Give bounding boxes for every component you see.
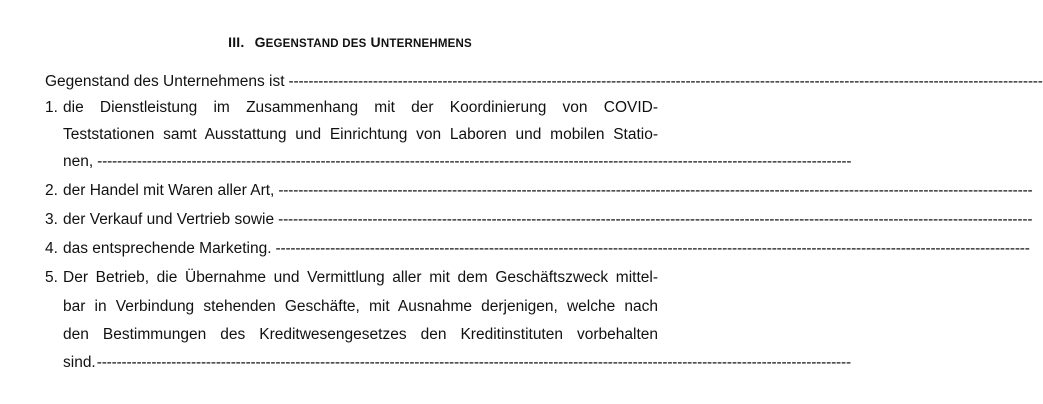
item-2-text: der Handel mit Waren aller Art, <box>63 182 275 199</box>
dash-leader: -------------------------------------------------------------------------------------------------------------------------------------------------------- <box>278 211 1033 228</box>
dash-leader: -------------------------------------------------------------------------------------------------------------------------------------------------------- <box>96 354 851 371</box>
dash-leader: -------------------------------------------------------------------------------------------------------------------------------------------------------- <box>278 182 1033 199</box>
section-title-initial-1: G <box>254 34 266 50</box>
item-1-number: 1. <box>45 99 58 116</box>
item-5-line-4-text: sind. <box>63 354 96 371</box>
item-4-line <box>63 239 1030 259</box>
item-4-number: 4. <box>45 240 58 257</box>
dash-leader: -------------------------------------------------------------------------------------------------------------------------------------------------------- <box>288 73 1043 90</box>
item-1-line-3-text: nen, <box>63 153 94 170</box>
dash-leader: -------------------------------------------------------------------------------------------------------------------------------------------------------- <box>97 153 852 170</box>
item-3-line <box>63 210 1033 230</box>
item-5-line-3: den Bestimmungen des Kreditwesengesetzes den Kreditinstituten vorbehalten <box>63 326 658 343</box>
item-5-line-1: Der Betrieb, die Übernahme und Vermittlung aller mit dem Geschäftszweck mittel- <box>63 269 658 286</box>
intro-line <box>45 72 1043 92</box>
item-2-number: 2. <box>45 182 58 199</box>
section-title-rest-1: EGENSTAND DES <box>265 38 367 50</box>
item-5-number: 5. <box>45 269 58 286</box>
item-1-line-3 <box>63 152 852 172</box>
item-1-line-1: die Dienstleistung im Zusammenhang mit der Koordinierung von COVID- <box>63 99 658 116</box>
dash-leader: -------------------------------------------------------------------------------------------------------------------------------------------------------- <box>275 240 1030 257</box>
section-title-initial-2: U <box>370 34 381 50</box>
section-title-rest-2: NTERNEHMENS <box>380 38 472 50</box>
intro-text: Gegenstand des Unternehmens ist <box>45 73 285 90</box>
item-5-line-4 <box>63 353 851 373</box>
item-4-text: das entsprechende Marketing. <box>63 240 272 257</box>
section-heading <box>0 34 700 50</box>
item-2-line <box>63 181 1033 201</box>
section-number: III. <box>228 34 245 50</box>
item-1-line-2: Teststationen samt Ausstattung und Einrichtung von Laboren und mobilen Statio- <box>63 126 658 143</box>
item-5-line-2: bar in Verbindung stehenden Geschäfte, mit Ausnahme derjenigen, welche nach <box>63 298 658 315</box>
item-3-text: der Verkauf und Vertrieb sowie <box>63 211 275 228</box>
item-3-number: 3. <box>45 211 58 228</box>
